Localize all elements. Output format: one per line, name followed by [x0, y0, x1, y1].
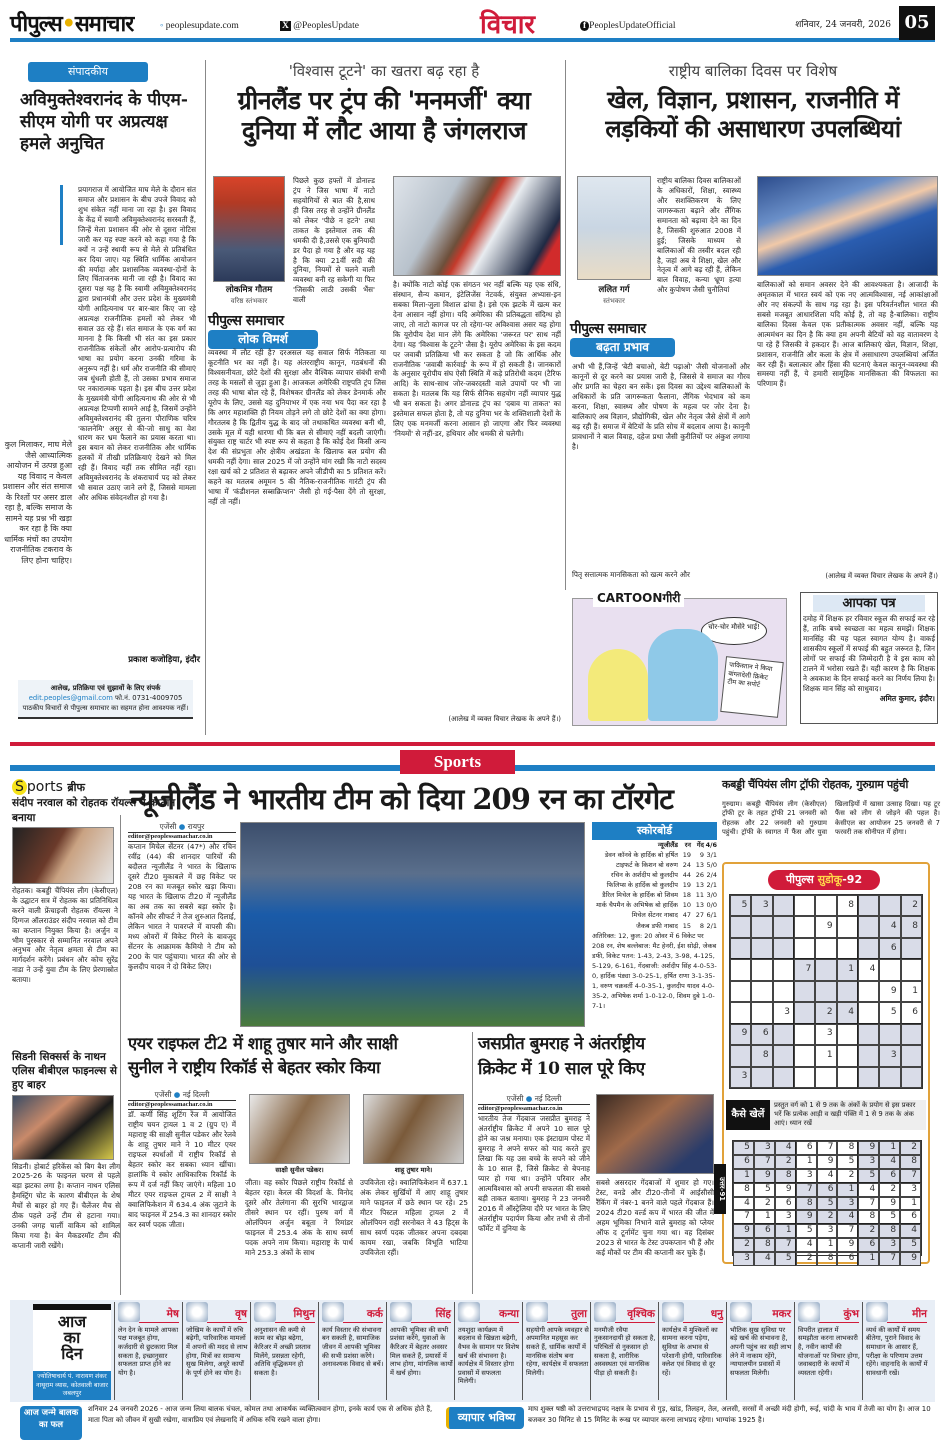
- sudoku-cell[interactable]: [751, 1067, 772, 1088]
- sudoku-cell[interactable]: 1: [901, 981, 922, 1002]
- sudoku-cell[interactable]: [751, 1002, 772, 1023]
- kabaddi-body: गुरुग्राम। कबड्डी चैंपियंस लीग (केसीएल) ट्रॉफी टूर के तहत ट्रॉफी 21 जनवरी को रोहतक और 22 जनवरी को गुरुग्राम पहुंची। ट्रॉफी के स्वागत में फैंस और युवा खिलाड़ियों में खासा उत्साह दिखा। यह टूर फैंस को लीग से जोड़ने की पहल है। केसीएल का आयोजन 25 जनवरी से 7 फरवरी तक सोनीपत में होगा।: [722, 800, 940, 837]
- sudoku-cell[interactable]: [773, 959, 794, 980]
- brief-item1-body: रोहतक। कबड्डी चैंपियंस लीग (केसीएल) के उद्घाटन सत्र में रोहतक का प्रतिनिधित्व करने वाली फ्रेंचाइजी रोहतक रॉयल्स ने दिग्गज ऑलराउंडर संदीप नरवाल को टीम का कप्तान नियुक्त किया है। अर्जुन व भीम पुरस्कार से सम्मानित नरवाल अपने अनुभव और नेतृत्व क्षमता से टीम का मार्गदर्शन करेंगे। प्रबंधन और कोच सुरेंद्र नाडा ने उन्हें युवा टीम के लिए प्रेरणास्रोत बताया।: [12, 885, 118, 985]
- column-divider: [205, 60, 206, 735]
- girls-body-right: बालिकाओं को समान अवसर देने की आवश्यकता है। आजादी के अमृतकाल में भारत स्वयं को एक नए आत्मविश्वास, नई आकांक्षाओं और नए संकल्पों के साथ गढ़ रहा है। इस परिवर्तनशील भारत की सबसे मजबूत आधारशिला यदि कोई है, तो वह है-बालिका। राष्ट्रीय बालिका दिवस केवल एक प्रतीकात्मक अवसर नहीं, बल्कि यह आत्ममंथन का दिन है कि क्या हम अपनी बेटियों को वह वातावरण दे पा रहे हैं जिसकी वे हकदार हैं। आज बालिकाएं खेल, विज्ञान, शिक्षा, प्रशासन, राजनीति और कला के क्षेत्र में असाधारण उपलब्धियां अर्जित कर रही हैं। बलात्कार और हिंसा की घटनाएं केवल कानून-व्यवस्था की समस्या नहीं हैं, ये हमारी सामूहिक मानसिकता की विफलता का परिणाम हैं।: [757, 280, 938, 389]
- scoreboard-row: जैकब डफी नाबाद 15 8 2/1: [636, 921, 717, 930]
- sudoku-puzzle-grid[interactable]: [729, 894, 923, 1089]
- zodiac-icon: [458, 1302, 480, 1322]
- brief-item1-title[interactable]: संदीप नरवाल को रोहतक रॉयल्स ने कप्तान बनाया: [12, 797, 176, 824]
- horoscope-sign: वृष जोखिम के कार्यों में रुचि बढ़ेगी, पारिवारिक मामलों में अपनों की मदद से लाभ होगा, मित्रों का सामान्य सुख मिलेगा, अधूरे कार्यों के पूर्ण होने का योग है।: [182, 1302, 249, 1400]
- scoreboard-row: टाइफर्ट के किशन बो वरुण 24 13 5/0: [616, 861, 717, 870]
- cartoon-title: CARTOONगीरी: [593, 591, 684, 607]
- kabaddi-headline[interactable]: कबड्डी चैंपियंस लीग ट्रॉफी रोहतक, गुरुग्राम पहुंची: [722, 778, 908, 791]
- solution-cell: 5: [900, 1238, 921, 1252]
- column-brand-badhta-prabhav: पीपुल्स समाचार बढ़ता प्रभाव: [570, 320, 675, 357]
- sudoku-cell[interactable]: [858, 1024, 879, 1045]
- sudoku-cell[interactable]: [815, 938, 836, 959]
- solution-cell: 8: [754, 1238, 775, 1252]
- sudoku-cell[interactable]: [837, 981, 858, 1002]
- greenland-body-intro: पिछले कुछ हफ्तों में डोनाल्ड ट्रंप ने जिस भाषा में नाटो सहयोगियों से बात की है,साथ ही जिस तरह से उन्होंने ग्रीनलैंड को लेकर 'पीछे न हटने' तथा ताकत के इस्तेमाल तक की धमकी दी है,उससे एक बुनियादी डर पैदा हो गया है और वह यह है कि क्या 21वीं सदी की दुनिया, नियमों से चलने वाली व्यवस्था बनी रह सकेगी या फिर 'जिसकी लाठी उसकी भैंस' वाली: [293, 176, 375, 305]
- solution-cell: 9: [858, 1141, 879, 1155]
- cartoon-figure-right: [648, 629, 718, 721]
- solution-cell: 2: [733, 1238, 754, 1252]
- solution-cell: 6: [900, 1210, 921, 1224]
- solution-cell: 6: [817, 1183, 838, 1197]
- solution-cell: 9: [754, 1169, 775, 1183]
- sudoku-cell[interactable]: [751, 981, 772, 1002]
- solution-cell: 2: [775, 1155, 796, 1169]
- sudoku-cell[interactable]: [773, 895, 794, 916]
- newspaper-logo[interactable]: पीपुल्स•समाचार: [10, 11, 134, 37]
- baby-fortune-label: आज जन्मे बालक का फल: [20, 1406, 82, 1440]
- solution-cell: 8: [858, 1210, 879, 1224]
- answer-label: उत्तर-91: [714, 1164, 726, 1214]
- sudoku-cell[interactable]: [858, 1045, 879, 1066]
- cartoon-figure-left: [588, 649, 648, 721]
- solution-cell: 4: [879, 1155, 900, 1169]
- solution-cell: 1: [754, 1210, 775, 1224]
- sudoku-cell[interactable]: 4: [879, 916, 900, 937]
- masthead: [10, 8, 935, 42]
- solution-cell: 3: [754, 1141, 775, 1155]
- letter-signature: अमित कुमार, इंदौर।: [879, 693, 935, 703]
- facebook-icon: f: [580, 21, 589, 31]
- sudoku-cell[interactable]: [730, 916, 751, 937]
- globe-icon: ◦: [160, 21, 166, 31]
- column-divider: [565, 60, 566, 590]
- solution-cell: 1: [858, 1252, 879, 1266]
- editorial-headline[interactable]: अविमुक्तेश्वरानंद के पीएम-सीएम योगी पर अप्रत्यक्ष हमले अनुचित: [20, 90, 188, 154]
- solution-cell: 4: [733, 1197, 754, 1211]
- solution-cell: 3: [858, 1155, 879, 1169]
- sudoku-cell[interactable]: [837, 1024, 858, 1045]
- column-divider: [120, 815, 121, 1295]
- bullet-dot-icon: ●: [173, 1090, 181, 1099]
- letter-title: आपका पत्र: [813, 595, 925, 612]
- solution-cell: 2: [858, 1224, 879, 1238]
- sudoku-cell[interactable]: [901, 1024, 922, 1045]
- solution-cell: 2: [817, 1210, 838, 1224]
- solution-cell: 3: [733, 1252, 754, 1266]
- solution-cell: 5: [775, 1252, 796, 1266]
- horoscope-strip: [10, 1300, 935, 1402]
- author-name: ललित गर्ग: [598, 285, 630, 295]
- sudoku-cell[interactable]: [794, 1067, 815, 1088]
- horoscope-sign: कर्क कार्य विस्तार की संभावना बन सकती है, सामाजिक जीवन में आपकी भूमिका की सभी प्रशंसा करेंगे। अनावश्यक विवाद से बचें।: [318, 1302, 385, 1400]
- sudoku-cell[interactable]: [858, 981, 879, 1002]
- sports-brief-item2: [12, 1050, 120, 1251]
- sudoku-cell[interactable]: [773, 1024, 794, 1045]
- horoscope-sign: मकर भौतिक सुख सुविधा पर बड़े खर्च की संभावना है, अपनी पहुंच का सही लाभ लेने में नाकाम रहेंगे, न्यायालयीन प्रवासों में सफलता मिलेगी।: [726, 1302, 793, 1400]
- solution-cell: 4: [796, 1238, 817, 1252]
- sudoku-cell[interactable]: [794, 1002, 815, 1023]
- zodiac-icon: [254, 1302, 276, 1322]
- solution-cell: 7: [817, 1141, 838, 1155]
- sudoku-cell[interactable]: 8: [837, 895, 858, 916]
- baby-fortune-text: शनिवार 24 जनवरी 2026 - आज जन्म लिया बालक चंचल, कोमल तथा आकर्षक व्यक्तित्ववान होगा, इनके कार्य एक से अधिक होते हैं, माता पिता को जीवन में सुखी रखेगा, वात्राप्रिय एवं लेखनादि में अधिक रुचि रखने वाला होगा।: [88, 1405, 433, 1424]
- scoreboard-row: रचिन के अर्शदीप बो कुलदीप 44 26 2/4: [610, 871, 717, 880]
- solution-cell: 3: [796, 1169, 817, 1183]
- sudoku-cell[interactable]: [837, 916, 858, 937]
- sudoku-cell[interactable]: [730, 981, 751, 1002]
- sudoku-cell[interactable]: 6: [751, 1024, 772, 1045]
- scoreboard-row: मार्क चैपमैन के अभिषेक बो हार्दिक 10 13 0/0: [596, 901, 717, 910]
- bullet-dot-icon: ●: [525, 1094, 533, 1103]
- sudoku-cell[interactable]: [858, 895, 879, 916]
- sudoku-cell[interactable]: 6: [879, 938, 900, 959]
- girls-body-closing: पितृ सत्तात्मक मानसिकता को खत्म करने और: [572, 570, 690, 579]
- solution-cell: 4: [775, 1141, 796, 1155]
- bumrah-article: एजेंसी ● नई दिल्ली editor@peoplessamachar.co.in भारतीय तेज गेंदबाज जसप्रीत बुमराह ने अंतर्राष्ट्रीय क्रिकेट में अपने 10 साल पूरे होने का जश्न मनाया। एक इंस्टाग्राम पोस्ट में बुमराह ने अपने सफर को याद करते हुए लिखा कि यह उस बच्चे के सपने को जीने के 10 साल हैं, जिसे क्रिकेट से बेपनाह प्यार हो गया था। उन्होंने परिवार और आत्मविश्वास को अपनी सफलता की सबसे बड़ी ताकत बताया। बुमराह ने 23 जनवरी 2016 में ऑस्ट्रेलिया दौरे पर भारत के लिए अंतर्राष्ट्रीय पदार्पण किया और तभी से तीनों फॉर्मेट में दुनिया के: [478, 1094, 590, 1233]
- reader-letter-box: [800, 592, 938, 724]
- column-divider: [472, 1032, 473, 1294]
- solution-cell: 1: [733, 1169, 754, 1183]
- sudoku-cell[interactable]: [773, 1067, 794, 1088]
- sudoku-cell[interactable]: [858, 916, 879, 937]
- facebook-handle[interactable]: f PeoplesUpdateOfficial: [580, 20, 676, 33]
- sports-brief: S ports ब्रीफ संदीप नरवाल को रोहतक रॉयल्स ने कप्तान बनाया रोहतक। कबड्डी चैंपियंस लीग (केसीएल) के उद्घाटन सत्र में रोहतक का प्रतिनिधित्व करने वाली फ्रेंचाइजी रोहतक रॉयल्स ने दिग्गज ऑलराउंडर संदीप नरवाल को टीम का कप्तान नियुक्त किया है। अर्जुन व भीम पुरस्कार से सम्मानित नरवाल अपने अनुभव और नेतृत्व क्षमता से टीम का मार्गदर्शन करेंगे। प्रबंधन और कोच सुरेंद्र नाडा ने उन्हें युवा टीम के लिए प्रेरणास्रोत बताया।: [12, 778, 202, 985]
- solution-cell: 5: [817, 1197, 838, 1211]
- sudoku-cell[interactable]: 3: [751, 895, 772, 916]
- solution-cell: 2: [796, 1252, 817, 1266]
- sudoku-cell[interactable]: [773, 981, 794, 1002]
- solution-cell: 1: [837, 1183, 858, 1197]
- solution-cell: 7: [796, 1183, 817, 1197]
- sudoku-cell[interactable]: [730, 938, 751, 959]
- sudoku-cell[interactable]: [879, 1067, 900, 1088]
- solution-cell: 1: [775, 1224, 796, 1238]
- zodiac-icon: [662, 1302, 684, 1322]
- sudoku-cell[interactable]: [751, 916, 772, 937]
- sudoku-cell[interactable]: 7: [794, 959, 815, 980]
- solution-cell: 9: [796, 1210, 817, 1224]
- solution-cell: 9: [879, 1197, 900, 1211]
- editorial-accent-bar: [60, 185, 63, 245]
- horoscope-sign: कुंभ विपरीत हालात में समझौता करना लाभकारी है, नवीन कार्यों की योजनाओं पर विचार होगा, जवाबदारी के कार्यों में व्यस्तता रहेगी।: [794, 1302, 861, 1400]
- sudoku-cell[interactable]: 3: [815, 1024, 836, 1045]
- sudoku-cell[interactable]: 2: [901, 895, 922, 916]
- zodiac-icon: [730, 1302, 752, 1322]
- horoscope-sign: धनु कार्यक्षेत्र में मुश्किलों का सामना करना पड़ेगा, सुविधा के अभाव से परेशानी होगी, पारिवारिक क्लेश एवं विवाद से दूर रहें।: [658, 1302, 725, 1400]
- cartoon-panel: [572, 591, 787, 726]
- horoscope-sign: तुला सहयोगी आपके व्यवहार से अपमानित महसूस कर सकते हैं, धार्मिक कार्यों में मानसिक संतोष बना रहेगा, कार्यक्षेत्र में सफलता मिलेगी।: [522, 1302, 589, 1400]
- solution-cell: 8: [879, 1224, 900, 1238]
- zodiac-icon: [118, 1302, 140, 1322]
- sudoku-cell[interactable]: 4: [837, 1002, 858, 1023]
- horoscope-sign: वृश्चिक मनमौजी रवैया नुकसानदायी हो सकता है, परिचितों से नुकसान हो सकता है, शारीरिक अस्वस्थता एवं मानसिक पीड़ा हो सकती है।: [590, 1302, 657, 1400]
- solution-cell: 7: [733, 1210, 754, 1224]
- sudoku-cell[interactable]: [858, 1067, 879, 1088]
- author-name: लोकमित्र गौतम: [225, 285, 273, 295]
- solution-cell: 4: [858, 1183, 879, 1197]
- bumrah-headline[interactable]: जसप्रीत बुमराह ने अंतर्राष्ट्रीय क्रिकेट में 10 साल पूरे किए: [478, 1034, 645, 1079]
- sudoku-cell[interactable]: [879, 959, 900, 980]
- zodiac-icon: [594, 1302, 616, 1322]
- solution-cell: 6: [733, 1155, 754, 1169]
- sudoku-cell[interactable]: [815, 895, 836, 916]
- sudoku-cell[interactable]: [794, 1024, 815, 1045]
- horoscope-sign: मेष लेन देन के मामले आपका पक्ष मजबूत होगा, कर्जदारी से छुटकारा मिल सकता है, इच्छानुसार सफलता प्राप्त होने का योग है।: [114, 1302, 181, 1400]
- sudoku-cell[interactable]: [730, 1045, 751, 1066]
- sudoku-cell[interactable]: 5: [730, 895, 751, 916]
- solution-cell: 8: [837, 1141, 858, 1155]
- solution-cell: 5: [858, 1169, 879, 1183]
- solution-cell: 9: [775, 1183, 796, 1197]
- nz-body: कप्तान मिचेल सेंटनर (47*) और रचिन रवींद्र (44) की शानदार पारियों की बदौलत न्यूजीलैंड ने भारत के खिलाफ दूसरे टी20 मुकाबले में छह विकेट पर 208 रन का मजबूत स्कोर खड़ा किया। यह भारत के खिलाफ टी20 में न्यूजीलैंड का अब तक का सबसे बड़ा स्कोर है। कॉनवे और सीफर्ट ने तेज शुरुआत दिलाई, लेकिन भारत ने पावरप्ले में वापसी की। मध्य ओवरों में विकेट गिरने के बावजूद सेंटनर के आक्रामक कैमियो ने टीम को 200 के पार पहुंचाया। भारत की ओर से कुलदीप यादव ने दो विकेट लिए।: [128, 842, 236, 971]
- article-kicker-greenland: 'विश्वास टूटने' का खतरा बढ़ रहा है: [288, 62, 480, 80]
- author-role: वरिष्ठ स्तंभकार: [230, 297, 268, 305]
- sudoku-cell[interactable]: 4: [858, 959, 879, 980]
- solution-cell: 1: [879, 1141, 900, 1155]
- solution-cell: 7: [858, 1197, 879, 1211]
- solution-cell: 8: [733, 1183, 754, 1197]
- solution-cell: 4: [754, 1252, 775, 1266]
- solution-cell: 8: [796, 1197, 817, 1211]
- solution-cell: 3: [775, 1210, 796, 1224]
- bumrah-photo: [596, 1094, 714, 1174]
- solution-cell: 6: [879, 1169, 900, 1183]
- aaj-ka-din-box: आज का दिन ज्योतिषाचार्य पं. नारायण शंकर नाथूराम व्यास, कोतवाली बाजार जबलपुर: [33, 1304, 111, 1400]
- sudoku-cell[interactable]: 3: [879, 1045, 900, 1066]
- brief-s-icon: S: [12, 779, 27, 795]
- column-brand-lok-vimarsh: पीपुल्स समाचार लोक विमर्श: [208, 312, 318, 349]
- sudoku-cell[interactable]: 3: [730, 1067, 751, 1088]
- astrologer-credit: ज्योतिषाचार्य पं. नारायण शंकर नाथूराम व्यास, कोतवाली बाजार जबलपुर: [33, 1371, 111, 1400]
- article-headline-greenland[interactable]: ग्रीनलैंड पर ट्रंप की 'मनमर्जी' क्या दुनिया में लौट आया है जंगलराज: [237, 86, 531, 145]
- sudoku-cell[interactable]: [751, 959, 772, 980]
- zodiac-icon: [186, 1302, 208, 1322]
- sudoku-cell[interactable]: 6: [901, 1002, 922, 1023]
- solution-cell: 5: [879, 1210, 900, 1224]
- sports-main-headline[interactable]: न्यूजीलैंड ने भारतीय टीम को दिया 209 रन का टॉरगेट: [130, 782, 673, 816]
- sudoku-box: [718, 862, 930, 1264]
- solution-cell: 2: [879, 1183, 900, 1197]
- sudoku-cell[interactable]: 2: [815, 1002, 836, 1023]
- greenland-footnote: (आलेख में व्यक्त विचार लेखक के अपने हैं।): [448, 715, 561, 723]
- sudoku-cell[interactable]: [751, 938, 772, 959]
- sudoku-cell[interactable]: 5: [879, 1002, 900, 1023]
- solution-cell: 6: [754, 1224, 775, 1238]
- nz-email[interactable]: editor@peoplessamachar.co.in: [128, 832, 236, 843]
- sudoku-cell[interactable]: 9: [730, 1024, 751, 1045]
- sudoku-cell[interactable]: [901, 938, 922, 959]
- solution-cell: 1: [900, 1197, 921, 1211]
- scoreboard-header: न्यूजीलैंड रन गेंद 4/6: [657, 841, 717, 849]
- solution-cell: 9: [900, 1252, 921, 1266]
- editorial-signature: प्रकाश कजोड़िया, इंदौर: [128, 655, 200, 665]
- sudoku-cell[interactable]: [773, 938, 794, 959]
- solution-cell: 5: [837, 1155, 858, 1169]
- solution-cell: 2: [754, 1197, 775, 1211]
- sudoku-cell[interactable]: [901, 959, 922, 980]
- sandeep-narwal-photo: [12, 827, 114, 884]
- author-role: स्तंभकार: [603, 297, 625, 305]
- editorial-contact-box: आलेख, प्रतिक्रिया एवं सुझावों के लिए संपर्क edit.peoples@gmail.com फो.नं. 0731-4009705 पाठकीय विचारों से पीपुल्स समाचार का सहमत होना आवश्यक नहीं।: [18, 680, 193, 719]
- sakshi-photo: [249, 1094, 350, 1164]
- solution-cell: 7: [754, 1155, 775, 1169]
- brief-item2-body: सिडनी। होबार्ट हरिकेंस को बिग बैश लीग 2025-26 के फाइनल चरण से पहले बड़ा झटका लगा है। कप्तान नाथन एलिस हैमस्ट्रिंग चोट के कारण बीबीएल के शेष मैचों से बाहर हो गए हैं। चैलेंजर मैच से ठीक पहले उन्हें टीम से हटाना गया। उनकी जगह चार्ली वाकिम को शामिल किया गया है। बेन मैकडरमॉट टीम की कप्तानी जारी रखेंगे।: [12, 1161, 120, 1251]
- website-link[interactable]: ◦ peoplesupdate.com: [160, 21, 239, 31]
- sudoku-cell[interactable]: [815, 1067, 836, 1088]
- page-number: 05: [899, 6, 935, 40]
- horoscope-sign: मीन व्यर्थ की कार्यों में समय बीतेगा, पुराने विवाद के समाधान के आसार हैं, परीक्षा के परिणाम उत्तम रहेंगे। वाहनादि के कार्यों में सावधानी रखें।: [862, 1302, 929, 1400]
- cartoon-speech-bubble: चोर-चोर मौसेरे भाई!: [701, 617, 767, 645]
- sudoku-cell[interactable]: [837, 938, 858, 959]
- solution-cell: 3: [817, 1224, 838, 1238]
- rifle-headline[interactable]: एयर राइफल टी2 में शाहू तुषार माने और साक्षी सुनील ने राष्ट्रीय रिकॉर्ड से बेहतर स्कोर किया: [128, 1034, 398, 1077]
- business-forecast-text: माघ शुक्ल षष्ठी को उत्तराभाद्रपद नक्षत्र के प्रभाव से गुड़, खांड, तिलहन, तेल, अलसी, सरसों में अच्छी मंदी होगी, रूई, चांदी के भाव में तेजी का योग है। आज 10 बजकर 30 मिनिट से 15 मिनिट के रूख पर व्यापार करना लाभप्रद रहेगा। भाग्यांक 1925 है।: [528, 1405, 931, 1424]
- zodiac-icon: [798, 1302, 820, 1322]
- solution-cell: 7: [900, 1169, 921, 1183]
- indian-women-cricket-photo: [757, 176, 938, 276]
- greenland-body-right: है। क्योंकि नाटो कोई एक संगठन भर नहीं बल्कि यह एक संधि, संस्थान, सैन्य कमान, इंटेलिजेंस नेटवर्क, संयुक्त अभ्यास-इन सबका मिला-जुला विशाल ढांचा है। इसे एक झटके में खत्म कर देना आसान नहीं होगा। यदि अमेरिका की प्रतिबद्धता संदिग्ध हो जाए, तो नाटो कागज पर तो रहेगा-पर अविश्वास असर यह होगा कि यूरोपीय देश मान लेंगे कि अमेरिका 'जरूरत पर' साथ नहीं देगा। यह 'विश्वास के टूटने' जैसा है। यूरोप अमेरिका के इस कदम पर जवाबी प्रतिक्रिया भी कर सकता है जो कि आर्थिक और राजनीतिक 'जवाबी कार्रवाई' के रूप में हो सकती है। जानकारों के अनुसार यूरोपीय संघ ऐसी स्थिति में कड़े प्रतिरोधी कदम (टैरिफ आदि) के साथ-साथ जोर-जबरदस्ती वाले उपायों पर भी जा सकता है। मतलब कि यह सिर्फ सैनिक सहयोग नहीं व्यापार युद्ध भी बन सकता है। अगर डोनाल्ड ट्रंप का 'दबाव या ताकत' का इस्तेमाल सफल होता है, तो यह दुनिया भर के शक्तिशाली देशों के लिए एक मनमर्जी करना आसान हो जाएगा और फिर व्यवस्था 'नियमों' से नहीं-डर, हथियार और धमकी से चलेगी।: [393, 280, 561, 439]
- solution-cell: 3: [900, 1183, 921, 1197]
- logo-dot-icon: •: [61, 11, 75, 37]
- scoreboard-row: डैरिल मिचेल के हार्दिक बो शिवम 18 11 3/0: [602, 891, 717, 900]
- solution-cell: 9: [817, 1155, 838, 1169]
- solution-cell: 9: [733, 1224, 754, 1238]
- solution-cell: 5: [754, 1183, 775, 1197]
- section-separator: [10, 742, 935, 746]
- scoreboard-title: स्कोरबोर्ड: [592, 822, 717, 840]
- article-kicker-girls: राष्ट्रीय बालिका दिवस पर विशेष: [668, 62, 838, 80]
- sudoku-cell[interactable]: [773, 916, 794, 937]
- solution-cell: 6: [775, 1197, 796, 1211]
- sudoku-cell[interactable]: 9: [815, 916, 836, 937]
- shahu-photo: [363, 1094, 464, 1164]
- sudoku-cell[interactable]: [815, 959, 836, 980]
- sudoku-cell[interactable]: [794, 938, 815, 959]
- sudoku-cell[interactable]: [879, 1024, 900, 1045]
- sudoku-solution-grid: [732, 1140, 922, 1263]
- zodiac-icon: [526, 1302, 548, 1322]
- girls-body-intro: राष्ट्रीय बालिका दिवस बालिकाओं के अधिकारों, शिक्षा, स्वास्थ्य और सशक्तिकरण के लिए जागरूकता बढ़ाने और लैंगिक समानता को बढ़ावा देने का दिन है, जिसकी शुरुआत 2008 में हुई; जिसके माध्यम से बालिकाओं की तस्वीर बदल रही है, जहां अब वे शिक्षा, खेल और नेतृत्व में आगे बढ़ रही हैं, लेकिन बाल विवाह, कन्या भ्रूण हत्या और कुपोषण जैसी चुनौतियां: [657, 176, 741, 295]
- scoreboard-row: डेवन कॉनवे के हार्दिक बो हर्षित 19 9 3/1: [604, 851, 717, 860]
- letter-body: दमोह में शिक्षक हर रविवार स्कूल की सफाई कर रहे हैं, ताकि बच्चे स्वच्छता का महत्व समझें। शिक्षक मानसिंह की यह पहल स्वागत योग्य है। वाकई शासकीय स्कूलों में सफाई की बहुत जरूरत है, जिन लोगों पर सफाई की जिम्मेदारी है वे इस काम को टालने में भरोसा रखते हैं। यही कारण है कि शिक्षक ने अवकाश के दिन सफाई करने का निर्णय लिया है। शिक्षक मान सिंह को साधुवाद।: [803, 614, 936, 693]
- business-forecast-label: व्यापार भविष्य: [446, 1407, 524, 1429]
- sudoku-cell[interactable]: [794, 895, 815, 916]
- editorial-pullquote: कुल मिलाकर, माघ मेले जैसे आध्यात्मिक आयोजन में उत्पन्न हुआ यह विवाद न केवल प्रशासन और संत समाज के रिश्तों पर असर डाल रहा है, बल्कि समाज के सामने यह प्रश्न भी खड़ा कर रहा है कि क्या धार्मिक मंचों का उपयोग राजनीतिक टकराव के लिए होना चाहिए।: [2, 440, 72, 566]
- sudoku-cell[interactable]: 1: [815, 1045, 836, 1066]
- solution-cell: 9: [837, 1238, 858, 1252]
- sudoku-cell[interactable]: [858, 1002, 879, 1023]
- greenland-body-main: व्यवस्था में लौट रही है? दरअसल यह सवाल सिर्फ नैतिकता या कूटनीति भर का नहीं है। यह अंतरराष्ट्रीय कानून, गठबंधनों की विश्वसनीयता, छोटे देशों की सुरक्षा और वैश्विक व्यापार संबंधी सभी तरह के मसलों से जुड़ा हुआ है। आजकल अमेरिकी राष्ट्रपति ट्रंप जिस तरह की भाषा बोल रहे हैं, विशेषकर ग्रीनलैंड को लेकर डेनमार्क और यूरोप के लिए, उससे यह दुनियाभर में एक नया भय पैदा कर रहा है कि अगर महाशक्ति ही नियम तोड़ने लगे तो छोटे देशों का क्या होगा। गौरतलब है कि द्वितीय युद्ध के बाद जो तथाकथित व्यवस्था बनी थी, उसके मूल में यही धारणा थी कि बल से सीमाएं नहीं बदली जाएंगी। संयुक्त राष्ट्र चार्टर भी स्पष्ट रूप से कहता है कि कोई देश किसी अन्य देश की संप्रभुता और क्षेत्रीय अखंडता के खिलाफ बल प्रयोग की धमकी नहीं देगा। साल 2025 में जो उन्होंने मांग रखी कि नाटो सदस्य रक्षा खर्च को 2 प्रतिशत से बढ़ाकर अपने जीडीपी का 5 प्रतिशत करें। कहने का मतलब अमूमन 5 की नैतिक-राजनीतिक गारंटी ट्रंप की भाषा में 'कंडीशनल सब्सक्रिप्शन' जैसी हो गई-पैसा देंगे तो सुरक्षा, नहीं तो नहीं।: [208, 348, 386, 507]
- sudoku-cell[interactable]: 9: [879, 981, 900, 1002]
- how-to-play: कैसे खेलें प्रस्तुत वर्ग को 1 से 9 तक के अंकों के प्रयोग से इस प्रकार भरें कि प्रत्येक आड़ी व खड़ी पंक्ति में 1 से 9 तक के अंक आएं। ध्यान रखें: [726, 1100, 926, 1130]
- cartoon-newspaper: पाकिस्तान ने किया बांग्लादेशी क्रिकेट टीम का सपोर्ट: [720, 656, 784, 718]
- sudoku-cell[interactable]: 8: [751, 1045, 772, 1066]
- solution-cell: 6: [796, 1141, 817, 1155]
- solution-cell: 2: [837, 1169, 858, 1183]
- sudoku-cell[interactable]: 3: [773, 1002, 794, 1023]
- zodiac-icon: [322, 1302, 344, 1322]
- zodiac-icon: [390, 1302, 412, 1322]
- girls-footnote: (आलेख में व्यक्त विचार लेखक के अपने हैं।): [825, 572, 938, 580]
- sudoku-cell[interactable]: [794, 916, 815, 937]
- solution-cell: 8: [817, 1252, 838, 1266]
- greenland-trump-photo: [393, 176, 561, 276]
- horoscope-sign: मिथुन अनुशासन की कमी से काम का बोझ बढ़ेगा, केरिअर में अच्छी प्रस्ताव मिलेंगे, प्रसन्नता रहेगी, अतिथि वृद्धिकमन हो सकता है।: [250, 1302, 317, 1400]
- contact-email[interactable]: edit.peoples@gmail.com: [28, 694, 113, 703]
- sudoku-cell[interactable]: [794, 1045, 815, 1066]
- brief-item2-title[interactable]: सिडनी सिक्सर्स के नाथन एलिस बीबीएल फाइनल्स से हुए बाहर: [12, 1051, 117, 1092]
- girls-body-main: अभी भी हैं,जिन्हें 'बेटी बचाओ, बेटी पढ़ाओ' जैसी योजनाओं और कानूनों से दूर करने का प्रयास जारी है, जिससे वे समाज का गौरव और प्रगति का चेहरा बन सकें। इस दिवस का उद्देश्य बालिकाओं के अधिकारों के प्रति जागरूकता फैलाना, लैंगिक भेदभाव को कम करना, शिक्षा, स्वास्थ्य और पोषण के महत्व पर जोर देना है। बालिकाएं अब विज्ञान, प्रौद्योगिकी, खेल और नेतृत्व जैसे क्षेत्रों में आगे बढ़ रही हैं। समाज में बेटियों के प्रति सोच में बदलाव आया है। कानूनी प्रावधानों ने बाल विवाह, दहेज प्रथा जैसी कुरीतियों पर अंकुश लगाया है।: [572, 362, 750, 451]
- sudoku-cell[interactable]: [730, 959, 751, 980]
- solution-cell: 6: [837, 1252, 858, 1266]
- solution-cell: 1: [796, 1155, 817, 1169]
- zodiac-icon: [866, 1302, 888, 1322]
- sudoku-cell[interactable]: [837, 1045, 858, 1066]
- author-photo-lalit: [577, 176, 651, 280]
- solution-cell: 2: [900, 1141, 921, 1155]
- solution-cell: 3: [837, 1197, 858, 1211]
- solution-cell: 4: [900, 1224, 921, 1238]
- solution-cell: 5: [733, 1141, 754, 1155]
- sudoku-cell[interactable]: 8: [901, 916, 922, 937]
- solution-cell: 5: [796, 1224, 817, 1238]
- rifle-article: एजेंसी ● नई दिल्ली editor@peoplessamachar.co.in डॉ. कर्णी सिंह शूटिंग रेंज में आयोजित राष्ट्रीय चयन ट्रायल 1 व 2 (ग्रुप ए) में महाराष्ट्र की साक्षी सुनील पडेकर और रेलवे के शाहू तुषार माने ने 10 मीटर एयर राइफल स्पर्धाओं में राष्ट्रीय रिकॉर्ड से बेहतर स्कोर कर सबका ध्यान खींचा। हालांकि ये स्कोर आधिकारिक रिकॉर्ड के रूप में दर्ज नहीं किए जाएंगे। महिला 10 मीटर एयर राइफल ट्रायल 2 में साक्षी ने क्वालिफिकेशन में 634.4 अंक जुटाने के बाद फाइनल में 254.3 का शानदार स्कोर कर स्वर्ण पदक जीता।: [128, 1090, 236, 1229]
- sudoku-cell[interactable]: [730, 1002, 751, 1023]
- solution-cell: 6: [858, 1238, 879, 1252]
- sudoku-cell[interactable]: [794, 981, 815, 1002]
- sports-section-tag: Sports: [400, 750, 515, 774]
- team-india-huddle-photo: [240, 822, 585, 1027]
- x-logo-icon: X: [282, 21, 289, 31]
- solution-cell: 8: [775, 1169, 796, 1183]
- section-title: विचार: [480, 10, 536, 40]
- sudoku-cell[interactable]: [858, 938, 879, 959]
- sudoku-cell[interactable]: [901, 1045, 922, 1066]
- horoscope-sign: कन्या तयशुदा कार्यक्रम में बदलाव से खिन्नता बढ़ेगी, वैभव के सामान पर विशेष खर्च की संभावना है। कार्यक्षेत्र में विस्तार होगा प्रवासों में सफलता मिलेगी।: [454, 1302, 521, 1400]
- nz-article: एजेंसी ● रायपुर editor@peoplessamachar.co.in कप्तान मिचेल सेंटनर (47*) और रचिन रवींद्र (44) की शानदार पारियों की बदौलत न्यूजीलैंड ने भारत के खिलाफ दूसरे टी20 मुकाबले में छह विकेट पर 208 रन का मजबूत स्कोर खड़ा किया। यह भारत के खिलाफ टी20 में न्यूजीलैंड का अब तक का सबसे बड़ा स्कोर है। कॉनवे और सीफर्ट ने तेज शुरुआत दिलाई, लेकिन भारत ने पावरप्ले में वापसी की। मध्य ओवरों में विकेट गिरने के बावजूद सेंटनर के आक्रामक कैमियो ने टीम को 200 के पार पहुंचाया। भारत की ओर से कुलदीप यादव ने दो विकेट लिए।: [128, 822, 236, 971]
- horoscope-sign: सिंह आपकी भूमिका की सभी प्रशंसा करेंगे, युवाओं के कैरिअर में बेहतर अवसर मिल सकते हैं, प्रयासों में लाभ होगा, मांगलिक कार्यो में खर्च होगा।: [386, 1302, 453, 1400]
- solution-cell: 7: [837, 1224, 858, 1238]
- solution-cell: 4: [837, 1210, 858, 1224]
- solution-cell: 4: [817, 1169, 838, 1183]
- scoreboard-extras: अतिरिक्त: 12, कुल: 20 ओवर में 6 विकेट पर 208 रन, शेष बल्लेबाज: मैट हेनरी, ईश सोढ़ी, जेकब डफी, विकेट पतन: 1-43, 2-43, 3-98, 4-125, 5-129, 6-161, गेंदबाजी: अर्शदीप सिंह 4-0-53-0, हार्दिक पंड्या 3-0-25-1, हर्षित राणा 3-1-35-1, वरुण चक्रवर्ती 4-0-35-1, कुलदीप यादव 4-0-35-2, अभिषेक शर्मा 1-0-12-0, शिवम दुबे 1-0-7-1।: [592, 931, 717, 1010]
- sudoku-cell[interactable]: [815, 981, 836, 1002]
- sudoku-cell[interactable]: 1: [837, 959, 858, 980]
- solution-cell: 8: [900, 1155, 921, 1169]
- sudoku-cell[interactable]: [773, 1045, 794, 1066]
- nathan-ellis-photo: [12, 1095, 114, 1160]
- sudoku-cell[interactable]: [901, 1067, 922, 1088]
- bullet-dot-icon: ●: [178, 822, 186, 831]
- editorial-tag: संपादकीय: [28, 62, 148, 82]
- sudoku-title: पीपुल्स सुडोकू-92: [768, 870, 880, 890]
- issue-date: शनिवार, 24 जनवरी, 2026: [795, 20, 891, 30]
- solution-cell: 1: [817, 1238, 838, 1252]
- scoreboard: [592, 822, 717, 1011]
- solution-cell: 3: [879, 1238, 900, 1252]
- author-photo-lokmitra: [213, 176, 285, 282]
- article-headline-girls[interactable]: खेल, विज्ञान, प्रशासन, राजनीति में लड़कियों की असाधारण उपलब्धियां: [605, 85, 901, 143]
- editorial-body: प्रयागराज में आयोजित माघ मेले के दौरान संत समाज और प्रशासन के बीच उपजे विवाद को शुभ संकेत नहीं माना जा रहा है। इस विवाद के केंद्र में स्वामी अविमुक्तेश्वरानंद सरस्वती हैं, जिन्हें मेला प्रशासन की ओर से दूसरा नोटिस जारी कर यह स्पष्ट करने को कहा गया है कि क्यों न उन्हें स्थायी रूप से मेले से प्रतिबंधित कर दिया जाए। यह स्थिति धार्मिक आयोजन की मर्यादा और प्रशासनिक व्यवस्था-दोनों के लिए चिंताजनक मानी जा रही है। विवाद का दूसरा पक्ष यह है कि स्वामी अविमुक्तेश्वरानंद द्वारा प्रधानमंत्री और उत्तर प्रदेश के मुख्यमंत्री योगी आदित्यनाथ पर बार-बार किए जा रहे अप्रत्यक्ष राजनीतिक हमलों को लेकर भी सवाल उठ रहे हैं। संत समाज के एक वर्ग का मानना है कि किसी भी संत का इस प्रकार राजनीतिक संकेतों और आरोप-प्रत्यारोप की भाषा का प्रयोग करना उनकी गरिमा के अनुरूप नहीं है। धर्म और राजनीति की सीमाएं जब धुंधली होती हैं, तो उसका प्रभाव समाज पर नकारात्मक पड़ता है। इस बीच उत्तर प्रदेश के मुख्यमंत्री योगी आदित्यनाथ की ओर से भी अप्रत्यक्ष टिप्पणी सामने आई है, जिसमें उन्होंने अविमुक्तेश्वरानंद की तुलना पौराणिक चरित्र 'कालनेमि' असुर से की-जो साधु का वेश धारण कर भ्रम फैलाने का प्रयास करता था। इस बयान को लेकर राजनीतिक और धार्मिक हलकों में तीखी प्रतिक्रियाएं देखने को मिल रही हैं। विवाद यहीं तक सीमित नहीं रहा। अविमुक्तेश्वरानंद के शंकराचार्य पद को लेकर भी सवाल उठाए जाने लगे हैं, जिससे मामला और अधिक संवेदनशील हो गया है।: [78, 185, 196, 503]
- sudoku-cell[interactable]: [837, 1067, 858, 1088]
- solution-cell: 7: [879, 1252, 900, 1266]
- sudoku-cell[interactable]: [879, 895, 900, 916]
- scoreboard-row: मिचेल सेंटनर नाबाद 47 27 6/1: [631, 911, 717, 920]
- scoreboard-row: फिलिप्स के हार्दिक बो कुलदीप 19 13 2/1: [606, 881, 717, 890]
- solution-cell: 7: [775, 1238, 796, 1252]
- twitter-handle[interactable]: X @PeoplesUpdate: [282, 21, 359, 31]
